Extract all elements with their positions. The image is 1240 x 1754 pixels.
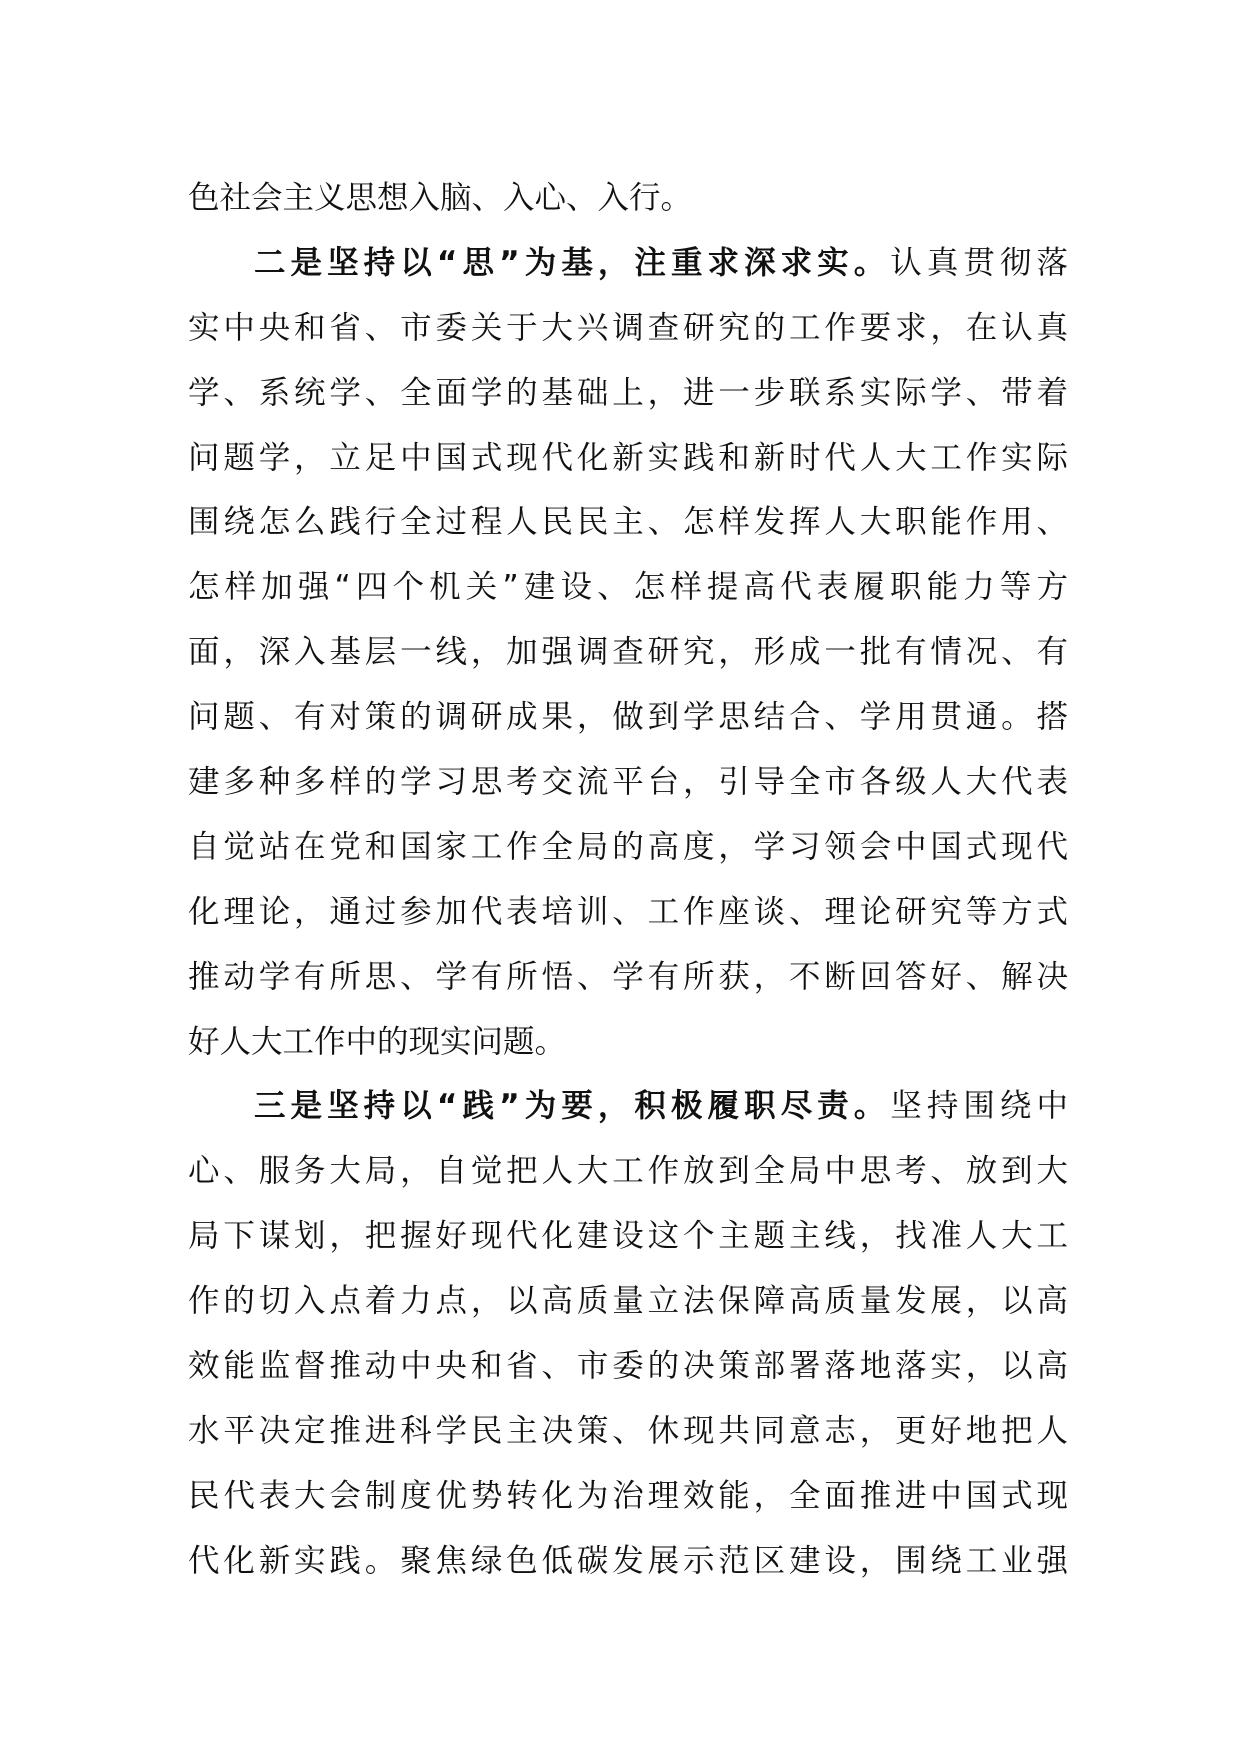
text-line: [188, 945, 1068, 1010]
line-text: 局下谋划，把握好现代化建设这个主题主线，找准人大工: [188, 1218, 1068, 1255]
text-line: [188, 815, 1068, 880]
paragraph-lead: 二是坚持以“思”为基，注重求深求实。: [254, 244, 891, 281]
text-line: [188, 426, 1068, 491]
text-line: [188, 620, 1068, 685]
text-line: [188, 1464, 1068, 1529]
line-text: 围绕怎么践行全过程人民民主、怎样发挥人大职能作用、: [188, 504, 1068, 541]
line-text: 建多种多样的学习思考交流平台，引导全市各级人大代表: [188, 764, 1068, 801]
text-line: [188, 490, 1068, 555]
text-line: [188, 1010, 1068, 1075]
text-line: [188, 361, 1068, 426]
line-text: 色社会主义思想入脑、入心、入行。: [188, 180, 693, 216]
line-text: 民代表大会制度优势转化为治理效能，全面推进中国式现: [188, 1477, 1068, 1514]
line-text: 化理论，通过参加代表培训、工作座谈、理论研究等方式: [188, 893, 1068, 930]
text-line: [188, 166, 1068, 231]
paragraph-lead: 三是坚持以“践”为要，积极履职尽责。: [254, 1088, 891, 1125]
line-text: 怎样加强“四个机关”建设、怎样提高代表履职能力等方: [188, 569, 1068, 606]
line-text: 代化新实践。聚焦绿色低碳发展示范区建设，围绕工业强: [188, 1542, 1068, 1579]
text-line: [188, 880, 1068, 945]
line-text: 学、系统学、全面学的基础上，进一步联系实际学、带着: [188, 374, 1068, 411]
text-line: [188, 555, 1068, 620]
text-line: [188, 685, 1068, 750]
text-line: [188, 1074, 1068, 1139]
line-text: 自觉站在党和国家工作全局的高度，学习领会中国式现代: [188, 828, 1068, 865]
text-line: [188, 1529, 1068, 1594]
line-text: 问题学，立足中国式现代化新实践和新时代人大工作实际: [188, 439, 1068, 476]
line-text: 作的切入点着力点，以高质量立法保障高质量发展，以高: [188, 1283, 1068, 1320]
text-line: [188, 1139, 1068, 1204]
line-text: 问题、有对策的调研成果，做到学思结合、学用贯通。搭: [188, 699, 1068, 736]
text-line: [188, 1399, 1068, 1464]
text-line: [188, 1334, 1068, 1399]
line-text: 心、服务大局，自觉把人大工作放到全局中思考、放到大: [188, 1153, 1068, 1190]
line-text: 实中央和省、市委关于大兴调查研究的工作要求，在认真: [188, 309, 1068, 346]
text-line: [188, 296, 1068, 361]
line-text: 认真贯彻落: [890, 244, 1068, 281]
line-text: 水平决定推进科学民主决策、休现共同意志，更好地把人: [188, 1412, 1068, 1449]
text-line: [188, 1204, 1068, 1269]
line-text: 坚持围绕中: [890, 1088, 1068, 1125]
line-text: 面，深入基层一线，加强调查研究，形成一批有情况、有: [188, 634, 1068, 671]
text-line: [188, 750, 1068, 815]
line-text: 推动学有所思、学有所悟、学有所获，不断回答好、解决: [188, 958, 1068, 995]
text-line: [188, 231, 1068, 296]
line-text: 效能监督推动中央和省、市委的决策部署落地落实，以高: [188, 1348, 1068, 1385]
text-line: [188, 1269, 1068, 1334]
line-text: 好人大工作中的现实问题。: [188, 1023, 567, 1060]
body-text: [188, 166, 1068, 1594]
